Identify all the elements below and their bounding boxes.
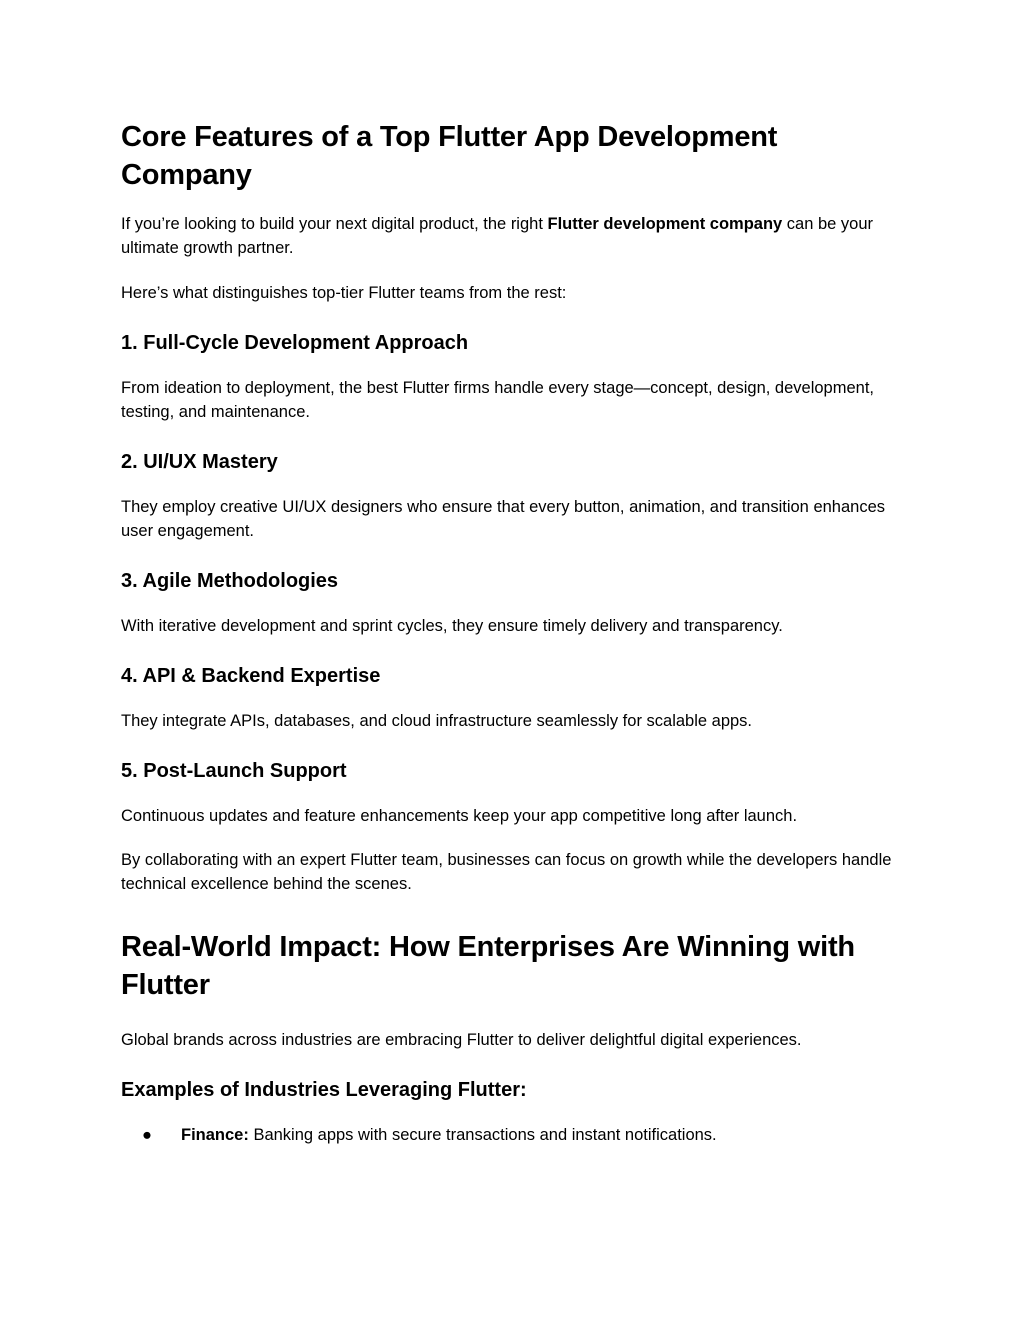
- list-item-text: Banking apps with secure transactions and instant notifications.: [248, 1126, 717, 1144]
- feature-heading-3: 3. Agile Methodologies: [121, 570, 339, 592]
- feature-heading-2: 2. UI/UX Mastery: [121, 451, 278, 473]
- feature-body-3: With iterative development and sprint cycles, they ensure timely delivery and transparency.: [121, 617, 783, 635]
- feature-body-1: From ideation to deployment, the best Flutter firms handle every stage—concept, design, development, testing, and maintenance.: [121, 379, 874, 421]
- intro-text-end: can be your ultimate growth partner.: [121, 215, 874, 257]
- feature-body-2: They employ creative UI/UX designers who ensure that every button, animation, and transition enhances user engagement.: [121, 498, 886, 540]
- intro-text-start: If you’re looking to build your next digital product, the right: [121, 215, 548, 233]
- intro-bold-term: Flutter development company: [547, 215, 783, 233]
- bullet-icon: ●: [142, 1126, 152, 1144]
- closing-paragraph: By collaborating with an expert Flutter team, businesses can focus on growth while the developers handle technical excellence behind the scenes.: [121, 851, 892, 893]
- document-body: [121, 118, 901, 1147]
- intro-paragraph: [121, 212, 901, 260]
- feature-heading-4: 4. API & Backend Expertise: [121, 665, 381, 687]
- feature-body-5: Continuous updates and feature enhancements keep your app competitive long after launch.: [121, 807, 798, 825]
- industries-subheading: Examples of Industries Leveraging Flutter:: [121, 1079, 527, 1101]
- feature-heading-1: 1. Full-Cycle Development Approach: [121, 332, 469, 354]
- list-item: [121, 1123, 901, 1147]
- impact-intro-paragraph: Global brands across industries are embracing Flutter to deliver delightful digital experiences.: [121, 1031, 802, 1049]
- feature-heading-5: 5. Post-Launch Support: [121, 760, 347, 782]
- industries-list: [121, 1123, 901, 1147]
- section-title-real-world-impact: Real-World Impact: How Enterprises Are Winning with Flutter: [121, 931, 855, 1001]
- section-title-core-features: Core Features of a Top Flutter App Development Company: [121, 121, 778, 191]
- list-item-label: Finance:: [181, 1126, 249, 1144]
- lead-paragraph: Here’s what distinguishes top-tier Flutter teams from the rest:: [121, 284, 567, 302]
- feature-body-4: They integrate APIs, databases, and cloud infrastructure seamlessly for scalable apps.: [121, 712, 753, 730]
